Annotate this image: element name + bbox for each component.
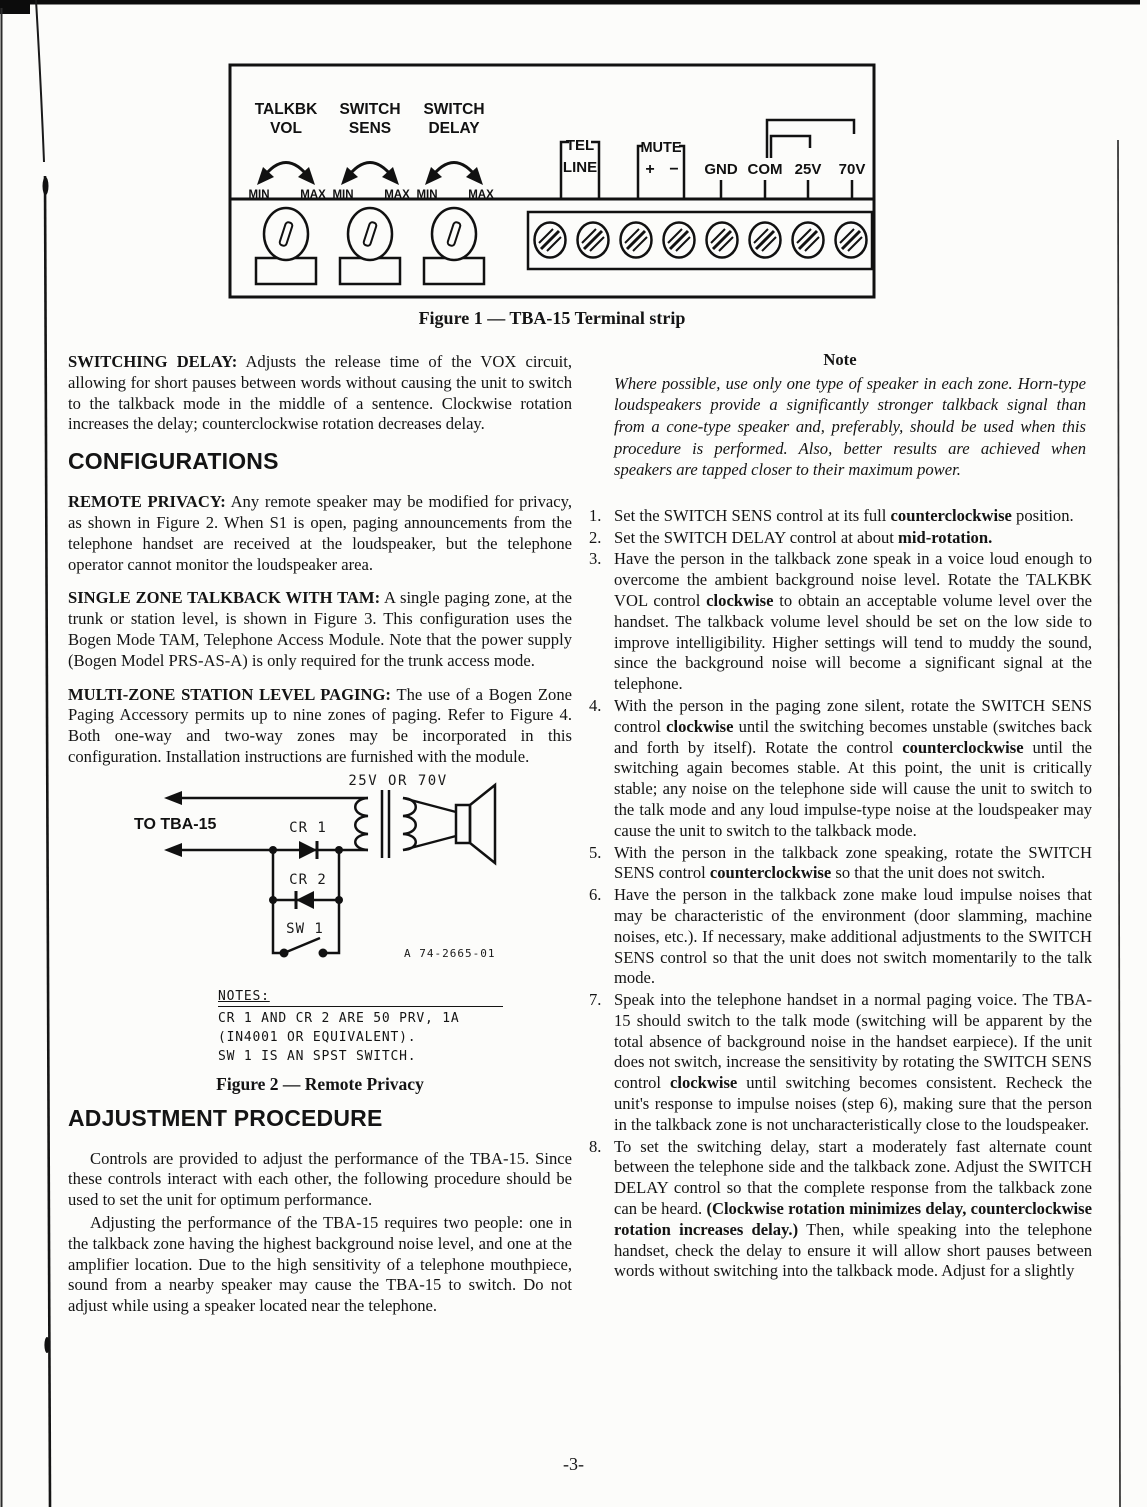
step-text: With the person in the paging zone silent, rotate the SWITCH SENS control clockwise until the switching becomes unstable (switches back and forth by itself). Rotate the control counterclockwise until the switching again becomes stable. At this point, the unit is critically stable; any noise on the telephone side will cause the unit to switch to the talk mode and any loud impulse-type noise at the loudspeaker may cause the unit to switch to the talkback mode. <box>614 695 1092 840</box>
adjustment-procedure-heading: ADJUSTMENT PROCEDURE <box>68 1104 383 1131</box>
step-number: 4. <box>589 695 602 715</box>
talkbk-vol-knob <box>248 101 326 284</box>
scan-left-line-lower <box>45 176 50 1507</box>
arrow-left-icon <box>164 791 182 805</box>
multi-zone-paragraph: MULTI-ZONE STATION LEVEL PAGING: The use of a Bogen Zone Paging Accessory permits up to nine zones of paging. Refer to Figure 4. Both one-way and two-way zones may be incorporated in this configuration. Installation instructions are furnished with the module. <box>68 684 573 766</box>
com-label: COM <box>747 161 783 178</box>
step-2 <box>588 528 1092 549</box>
min-label: MIN <box>416 189 438 201</box>
diode-cr1-icon <box>299 841 317 859</box>
figure2-caption: Figure 2 — Remote Privacy <box>216 1073 424 1094</box>
knob-base <box>340 258 400 284</box>
knob-icon <box>432 208 476 260</box>
cr1-label: CR 1 <box>289 819 327 836</box>
min-label: MIN <box>332 189 354 201</box>
transformer-icon <box>355 790 416 858</box>
screw-terminal-icons <box>535 223 867 258</box>
knob-base <box>256 258 316 284</box>
step-number: 1. <box>589 505 602 525</box>
node-dot <box>335 846 343 854</box>
strip-outline <box>528 212 872 269</box>
max-label: MAX <box>468 189 494 201</box>
figure1-border <box>230 65 874 297</box>
line-label: LINE <box>562 159 598 176</box>
figure2-remote-privacy-diagram <box>68 772 568 987</box>
procedure-steps <box>588 506 1092 1282</box>
talkbk-vol-label-line1: TALKBK <box>254 101 318 118</box>
knob-base <box>424 258 484 284</box>
step-3 <box>588 549 1092 695</box>
output-bracket-inner <box>771 136 810 158</box>
switch-delay-knob <box>416 101 494 284</box>
figure1-terminal-strip-diagram <box>228 62 876 300</box>
terminal-strip <box>528 212 872 269</box>
single-zone-paragraph: SINGLE ZONE TALKBACK WITH TAM: A single paging zone, at the trunk or station level, is shown in Figure 3. This configuration uses the Bogen Mode TAM, Telephone Access Module. Note that the power supply (Bogen Model PRS-AS-A) is only required for the trunk access mode. <box>68 588 572 670</box>
switch-sens-label-line2: SENS <box>348 120 392 137</box>
scan-right-edge <box>1118 140 1120 1507</box>
max-label: MAX <box>384 189 410 201</box>
note-body: Where possible, use only one type of speaker in each zone. Horn-type loudspeakers provide a significantly stronger talkback signal than from a cone-type speaker and, preferably, should be used when this procedure is performed. Also, better results are achieved when speakers are tapped closer to their maximum power. <box>614 373 1086 480</box>
max-label: MAX <box>300 189 326 201</box>
arrow-left-icon <box>164 843 182 857</box>
step-text: Have the person in the talkback zone make loud impulse noises that may be characteristic of the environment (door slamming, machine noises, etc.). If necessary, make additional adjustments to the SWITCH SENS control so that the unit does not switch momentarily to the talk mode. <box>614 885 1092 988</box>
mute-minus-label: − <box>669 161 679 178</box>
notes-line-3: SW 1 IS AN SPST SWITCH. <box>218 1048 417 1064</box>
notes-rule <box>218 1006 503 1007</box>
step-text: Set the SWITCH SENS control at its full counterclockwise position. <box>614 505 1074 525</box>
notes-line-1: CR 1 AND CR 2 ARE 50 PRV, 1A <box>218 1010 460 1026</box>
to-tba15-label: TO TBA-15 <box>134 815 217 833</box>
step-7 <box>588 990 1092 1136</box>
notes-title: NOTES: <box>218 988 270 1004</box>
step-4 <box>588 696 1092 842</box>
voltage-label: 25V OR 70V <box>348 772 448 789</box>
step-text: Set the SWITCH DELAY control at about mid-rotation. <box>614 527 993 547</box>
step-text: To set the switching delay, start a moderately fast alternate count between the telephone side and the talkback zone. Adjust the SWITCH DELAY control so that the complete response from the talkback zone can be heard. (Clockwise rotation minimizes delay, counterclockwise rotation increases delay.) Then, while speaking into the telephone handset, check the delay to ensure it will allow short pauses between words without switching into the talkback mode. Adjust for a slightly <box>614 1136 1092 1281</box>
left-column <box>68 352 572 1319</box>
figure1-svg <box>228 62 876 300</box>
step-number: 3. <box>589 549 602 569</box>
talkbk-vol-label-line2: VOL <box>270 120 302 137</box>
switching-delay-paragraph: SWITCHING DELAY: Adjusts the release time of the VOX circuit, allowing for short pauses between words without causing the unit to switch to the talkback mode in the middle of a sentence. Clockwise rotation increases the delay; counterclockwise rotation decreases delay. <box>68 352 572 434</box>
page-number: -3- <box>563 1454 584 1474</box>
switch-sw1-icon <box>280 938 328 958</box>
step-8 <box>588 1137 1092 1283</box>
knob-icon <box>264 208 308 260</box>
configurations-heading: CONFIGURATIONS <box>68 448 279 475</box>
diode-cr2-icon <box>296 891 314 909</box>
step-text: With the person in the talkback zone speaking, rotate the SWITCH SENS control counterclockwise so that the unit does not switch. <box>614 842 1092 883</box>
figure2-notes <box>218 987 518 1066</box>
25v-label: 25V <box>794 161 822 178</box>
note-heading: Note <box>823 350 857 369</box>
remote-privacy-paragraph: REMOTE PRIVACY: Any remote speaker may be modified for privacy, as shown in Figure 2. When S1 is open, paging announcements from the telephone handset are received at the loudspeaker, but the telephone operator cannot monitor the loudspeaker area. <box>68 492 572 574</box>
scan-top-left-mark <box>0 0 30 14</box>
figure2-svg <box>68 772 568 987</box>
adjustment-paragraph-2: Adjusting the performance of the TBA-15 requires two people: one in the talkback zone having the highest background noise level, and one at the amplifier location. Due to the high sensitivity of a telephone mouthpiece, sound from a nearby speaker may cause the TBA-15 to switch. Do not adjust while using a speaker located near the telephone. <box>68 1212 572 1316</box>
scan-blob <box>43 177 49 195</box>
node-dot <box>269 846 277 854</box>
figure1-caption: Figure 1 — TBA-15 Terminal strip <box>418 308 686 328</box>
step-6 <box>588 885 1092 989</box>
gnd-label: GND <box>704 161 738 178</box>
step-number: 2. <box>589 527 602 547</box>
scan-blob-2 <box>44 1337 49 1353</box>
switch-delay-label-line1: SWITCH <box>423 101 485 118</box>
step-number: 5. <box>589 842 602 862</box>
min-label: MIN <box>248 189 270 201</box>
switch-sens-knob <box>332 101 410 284</box>
step-number: 7. <box>589 990 602 1010</box>
scan-left-line-upper <box>36 0 44 162</box>
cr2-label: CR 2 <box>289 871 327 888</box>
sw1-label: SW 1 <box>286 920 324 937</box>
mute-plus-label: + <box>645 161 655 178</box>
step-number: 6. <box>589 885 602 905</box>
step-text: Speak into the telephone handset in a normal paging voice. The TBA-15 should switch to the talk mode (switching will be apparent by the total absence of background noise in the handset earpiece). If the unit does not switch, increase the sensitivity by rotating the SWITCH SENS control clockwise until switching becomes consistent. Recheck the unit's response to impulse noises (step 6), making sure that the person in the talkback zone is not uncharacteristically close to the loudspeaker. <box>614 990 1093 1134</box>
tel-label: TEL <box>565 137 595 154</box>
step-5 <box>588 843 1092 885</box>
70v-label: 70V <box>838 161 866 178</box>
step-number: 8. <box>589 1136 602 1156</box>
knob-icon <box>348 208 392 260</box>
scan-top-bar <box>0 0 1140 5</box>
drawing-number-label: A 74-2665-01 <box>404 946 496 960</box>
step-text: Have the person in the talkback zone speak in a voice loud enough to overcome the ambient background noise level. Rotate the TALKBK VOL control clockwise to obtain an acceptable volume level over the handset. The talkback volume level should be set on the low side to improve intelligibility. Higher settings will tend to muddy the sound, since the background noise will become a significant signal at the telephone. <box>614 549 1092 694</box>
notes-line-2: (IN4001 OR EQUIVALENT). <box>218 1029 417 1045</box>
mute-label: MUTE <box>640 140 682 156</box>
step-1 <box>588 506 1092 527</box>
adjustment-paragraph-1: Controls are provided to adjust the performance of the TBA-15. Since these controls interact with each other, the following procedure should be used to set the unit for optimum performance. <box>68 1148 572 1210</box>
switch-delay-label-line2: DELAY <box>428 120 480 137</box>
terminal-labels <box>561 120 865 199</box>
right-column <box>588 350 1092 1283</box>
switch-sens-label-line1: SWITCH <box>339 101 401 118</box>
